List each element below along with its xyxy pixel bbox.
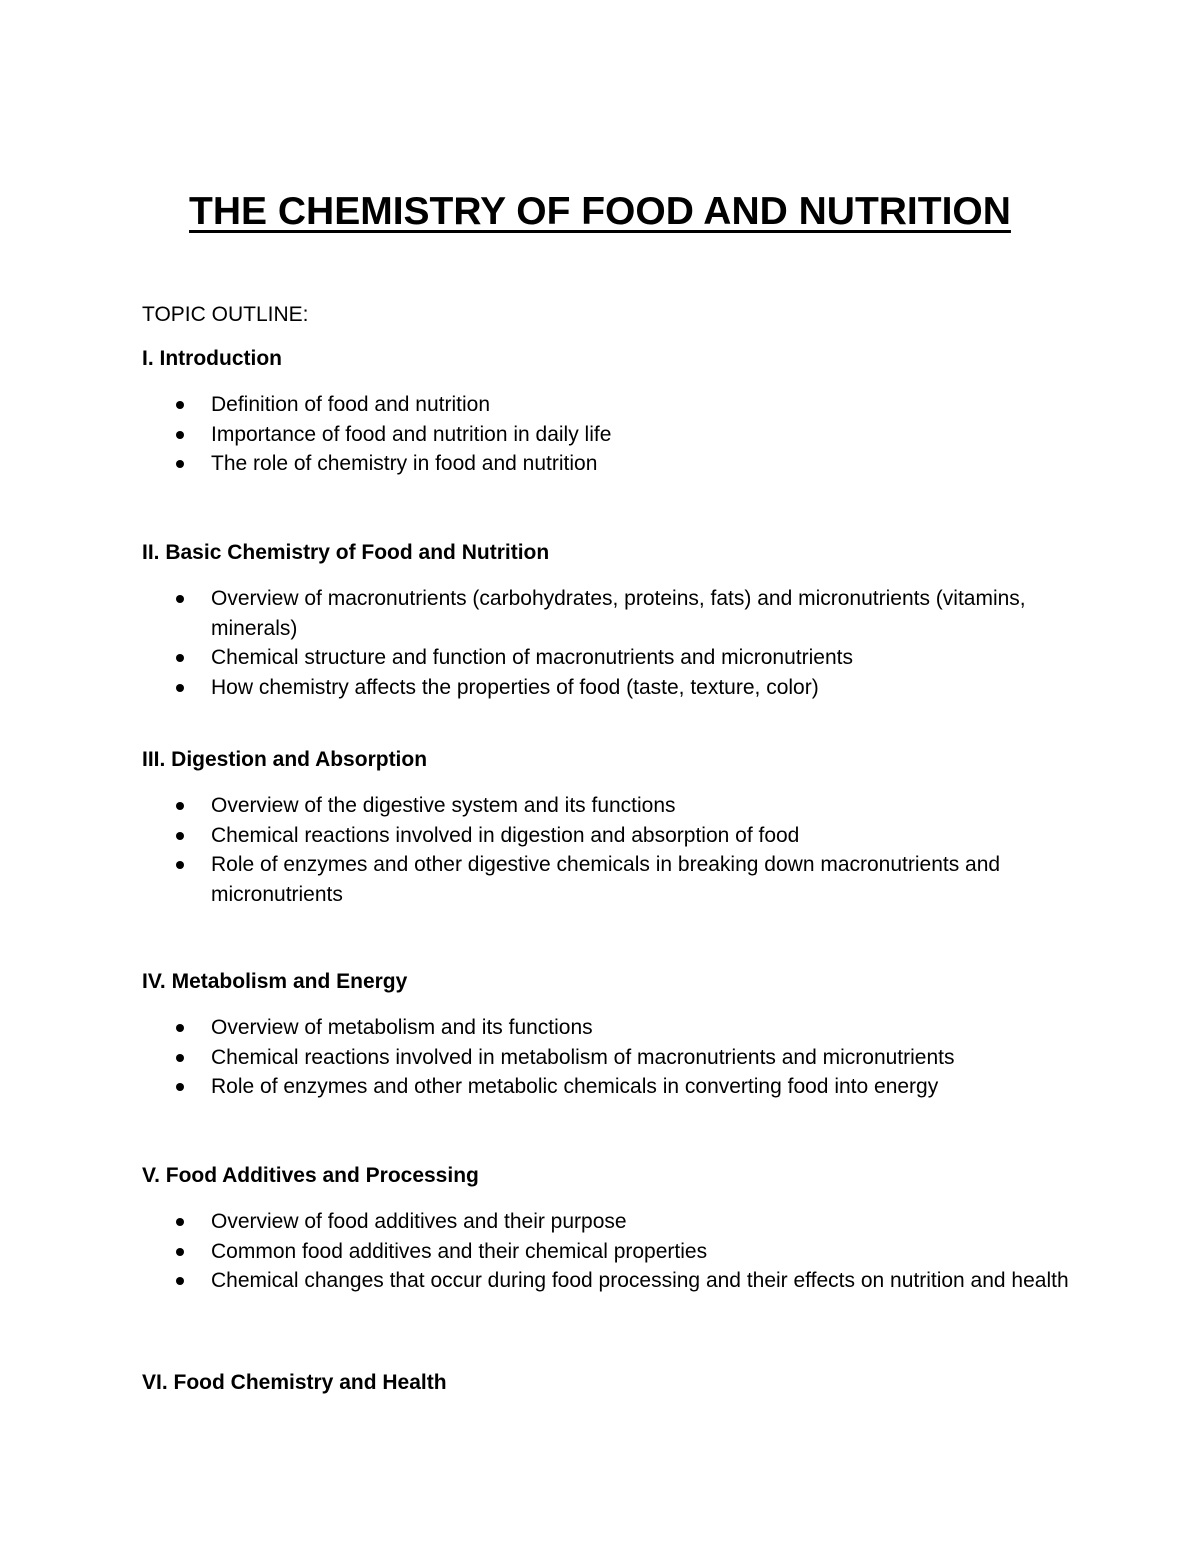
section-digestion-absorption (142, 747, 1082, 909)
list-item-text: How chemistry affects the properties of food (taste, texture, color) (211, 675, 819, 699)
topic-outline-label: TOPIC OUTLINE: (142, 303, 309, 326)
bullet-icon (176, 832, 184, 840)
list-item-text: Chemical reactions involved in metabolism of macronutrients and micronutrients (211, 1045, 955, 1069)
section-heading: VI. Food Chemistry and Health (142, 1371, 447, 1394)
list-item (142, 584, 1082, 643)
list-item (142, 791, 1082, 821)
section-introduction (142, 346, 1082, 479)
bullet-icon (176, 431, 184, 439)
bullet-icon (176, 1083, 184, 1091)
section-heading: I. Introduction (142, 347, 282, 370)
list-item (142, 1043, 1082, 1073)
bullet-list (142, 1207, 1082, 1296)
section-metabolism-energy (142, 969, 1082, 1102)
list-item (142, 673, 1082, 703)
section-heading: II. Basic Chemistry of Food and Nutrition (142, 541, 550, 564)
bullet-icon (176, 1024, 184, 1032)
bullet-icon (176, 1054, 184, 1062)
list-item-text: Chemical structure and function of macronutrients and micronutrients (211, 646, 853, 670)
bullet-icon (176, 595, 184, 603)
list-item (142, 643, 1082, 673)
bullet-icon (176, 802, 184, 810)
list-item-text: Importance of food and nutrition in daily life (211, 422, 612, 446)
list-item-text: Role of enzymes and other metabolic chemicals in converting food into energy (211, 1075, 939, 1099)
list-item (142, 390, 1082, 420)
bullet-icon (176, 654, 184, 662)
bullet-list (142, 584, 1082, 702)
bullet-list (142, 1013, 1082, 1102)
bullet-list (142, 390, 1082, 479)
section-heading: IV. Metabolism and Energy (142, 970, 408, 993)
list-item-text: Common food additives and their chemical properties (211, 1239, 708, 1263)
list-item-text: Overview of metabolism and its functions (211, 1016, 593, 1039)
list-item-text: Overview of macronutrients (carbohydrates, proteins, fats) and micronutrients (vitamins, minerals) (211, 587, 1026, 640)
list-item (142, 420, 1082, 450)
section-heading: III. Digestion and Absorption (142, 748, 428, 771)
document-title: THE CHEMISTRY OF FOOD AND NUTRITION (189, 190, 1011, 233)
bullet-icon (176, 861, 184, 869)
list-item-text: Overview of food additives and their purpose (211, 1210, 627, 1233)
section-heading: V. Food Additives and Processing (142, 1164, 479, 1187)
section-food-chemistry-health (142, 1370, 1082, 1396)
list-item-text: Chemical reactions involved in digestion and absorption of food (211, 823, 800, 847)
list-item (142, 821, 1082, 851)
list-item-text: Overview of the digestive system and its functions (211, 794, 676, 817)
bullet-icon (176, 460, 184, 468)
list-item (142, 449, 1082, 479)
list-item (142, 1237, 1082, 1267)
list-item-text: Chemical changes that occur during food processing and their effects on nutrition and health (211, 1269, 1069, 1293)
list-item-text: Role of enzymes and other digestive chemicals in breaking down macronutrients and micronutrients (211, 853, 1001, 906)
list-item-text: The role of chemistry in food and nutrition (211, 452, 598, 476)
bullet-list (142, 791, 1082, 909)
list-item (142, 1266, 1082, 1296)
list-item (142, 1013, 1082, 1043)
bullet-icon (176, 1248, 184, 1256)
section-food-additives (142, 1163, 1082, 1296)
list-item (142, 850, 1082, 909)
bullet-icon (176, 1277, 184, 1285)
list-item-text: Definition of food and nutrition (211, 393, 491, 416)
bullet-icon (176, 684, 184, 692)
list-item (142, 1072, 1082, 1102)
list-item (142, 1207, 1082, 1237)
section-basic-chemistry (142, 540, 1082, 702)
bullet-icon (176, 1218, 184, 1226)
bullet-icon (176, 401, 184, 409)
